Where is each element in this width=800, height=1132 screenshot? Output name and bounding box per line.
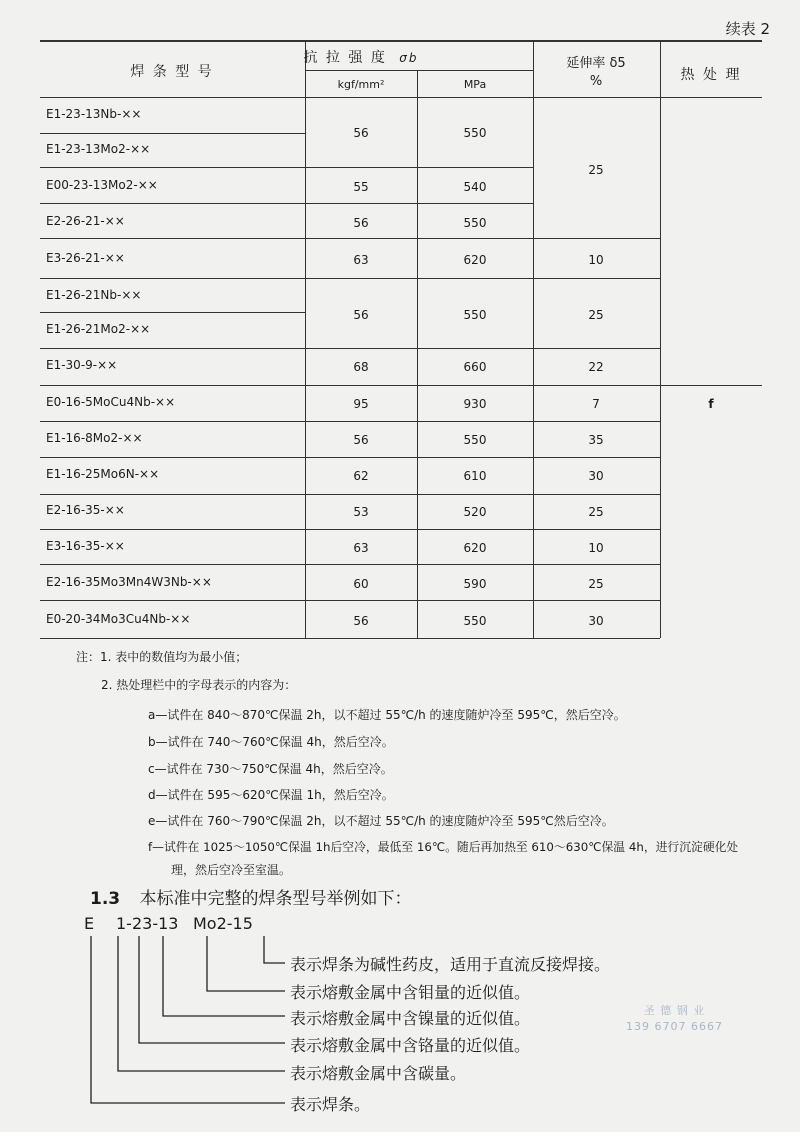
model-cell: E2-16-35-×× (46, 503, 125, 517)
elongation-cell: 25 (588, 163, 604, 177)
header-unit-mpa: MPa (463, 78, 487, 91)
mpa-cell: 540 (463, 180, 487, 194)
header-elongation: 延伸率 δ5 (566, 56, 626, 71)
note-f-line2: 理，然后空冷至室温。 (171, 863, 292, 877)
mpa-cell: 930 (463, 397, 487, 411)
note-f-line1: f—试件在 1025～1050℃保温 1h后空冷，最低至 16℃。随后再加热至 610～630℃保温 4h，进行沉淀硬化处 (148, 840, 739, 854)
kgf-cell: 55 (353, 180, 369, 194)
header-unit-kgf: kgf/mm² (337, 78, 385, 91)
elongation-cell: 10 (588, 541, 604, 555)
model-cell: E3-16-35-×× (46, 539, 125, 553)
mpa-cell: 550 (463, 614, 487, 628)
elongation-cell: 22 (588, 360, 604, 374)
continued-label: 续表 2 (725, 20, 770, 38)
model-cell: E1-26-21Mo2-×× (46, 322, 151, 336)
kgf-cell: 62 (353, 469, 369, 483)
section-title: 本标准中完整的焊条型号举例如下： (139, 889, 412, 909)
elongation-cell: 30 (588, 469, 604, 483)
kgf-cell: 68 (353, 360, 369, 374)
model-cell: E3-26-21-×× (46, 251, 125, 265)
example-desc-cr: 表示熔敷金属中含铬量的近似值。 (290, 1036, 531, 1055)
mpa-cell: 620 (463, 253, 487, 267)
watermark-stamp (626, 1003, 723, 1035)
note-e: e—试件在 760～790℃保温 2h，以不超过 55℃/h 的速度随炉冷至 595℃然后空冷。 (148, 814, 614, 828)
model-cell: E1-16-25Mo6N-×× (46, 467, 160, 481)
mpa-cell: 550 (463, 216, 487, 230)
kgf-cell: 95 (353, 397, 369, 411)
example-desc-mo: 表示熔敷金属中含钼量的近似值。 (290, 983, 531, 1002)
example-part-cr-ni: 1-23-13 (116, 914, 179, 933)
kgf-cell: 53 (353, 505, 369, 519)
mpa-cell: 610 (463, 469, 487, 483)
elongation-cell: 7 (592, 397, 600, 411)
model-cell: E2-26-21-×× (46, 214, 125, 228)
elongation-cell: 35 (588, 433, 604, 447)
model-cell: E1-23-13Mo2-×× (46, 142, 151, 156)
mpa-cell: 660 (463, 360, 487, 374)
example-part-mo-coating: Mo2-15 (193, 914, 253, 933)
note-d: d—试件在 595～620℃保温 1h，然后空冷。 (148, 788, 394, 802)
kgf-cell: 60 (353, 577, 369, 591)
header-elongation-unit: % (589, 74, 603, 89)
model-cell: E2-16-35Mo3Mn4W3Nb-×× (46, 575, 212, 589)
note-1: 注：1. 表中的数值均为最小值； (76, 650, 248, 664)
example-part-e: E (84, 914, 95, 933)
elongation-cell: 25 (588, 505, 604, 519)
model-cell: E0-16-5MoCu4Nb-×× (46, 395, 176, 409)
header-heat-treatment: 热 处 理 (680, 67, 742, 83)
note-b: b—试件在 740～760℃保温 4h，然后空冷。 (148, 735, 394, 749)
mpa-cell: 520 (463, 505, 487, 519)
header-tensile-label: 抗 拉 强 度 (303, 50, 387, 66)
model-cell: E1-30-9-×× (46, 358, 118, 372)
elongation-cell: 30 (588, 614, 604, 628)
model-cell: E1-26-21Nb-×× (46, 288, 142, 302)
kgf-cell: 56 (353, 614, 369, 628)
elongation-cell: 25 (588, 308, 604, 322)
mpa-cell: 550 (463, 126, 487, 140)
elongation-cell: 25 (588, 577, 604, 591)
kgf-cell: 56 (353, 433, 369, 447)
model-cell: E00-23-13Mo2-×× (46, 178, 158, 192)
example-desc-coating: 表示焊条为碱性药皮，适用于直流反接焊接。 (290, 955, 611, 974)
mpa-cell: 550 (463, 433, 487, 447)
note-a: a—试件在 840～870℃保温 2h，以不超过 55℃/h 的速度随炉冷至 595℃，然后空冷。 (148, 708, 626, 722)
watermark-line-2: 139 6707 6667 (626, 1020, 723, 1033)
section-number: 1.3 (90, 889, 121, 909)
kgf-cell: 63 (353, 541, 369, 555)
mpa-cell: 620 (463, 541, 487, 555)
kgf-cell: 56 (353, 126, 369, 140)
heat-treatment-cell: f (708, 397, 714, 411)
model-cell: E0-20-34Mo3Cu4Nb-×× (46, 612, 191, 626)
kgf-cell: 56 (353, 216, 369, 230)
mpa-cell: 590 (463, 577, 487, 591)
kgf-cell: 63 (353, 253, 369, 267)
example-desc-ni: 表示熔敷金属中含镍量的近似值。 (290, 1009, 531, 1028)
watermark-line-1: 圣 德 钢 业 (643, 1004, 706, 1017)
header-tensile-symbol: σb (399, 51, 419, 65)
note-2: 2. 热处理栏中的字母表示的内容为： (101, 678, 297, 692)
example-desc-electrode: 表示焊条。 (290, 1095, 371, 1114)
model-cell: E1-16-8Mo2-×× (46, 431, 143, 445)
header-model: 焊 条 型 号 (130, 64, 214, 80)
kgf-cell: 56 (353, 308, 369, 322)
example-desc-c: 表示熔敷金属中含碳量。 (290, 1064, 467, 1083)
model-cell: E1-23-13Nb-×× (46, 107, 142, 121)
mpa-cell: 550 (463, 308, 487, 322)
elongation-cell: 10 (588, 253, 604, 267)
note-c: c—试件在 730～750℃保温 4h，然后空冷。 (148, 762, 393, 776)
